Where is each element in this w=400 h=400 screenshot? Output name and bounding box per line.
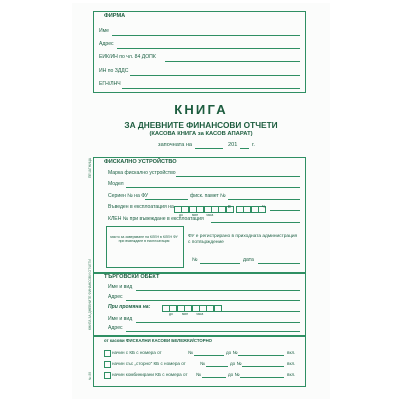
receipt-row-from-line[interactable]: [194, 355, 224, 356]
firm-name-line[interactable]: [112, 35, 300, 36]
receipt-row-no: №: [188, 350, 193, 355]
device-model-label: Модел: [108, 181, 124, 187]
receipt-row-incl: вкл.: [287, 361, 296, 366]
commercial-address-label: Адрес: [108, 294, 123, 300]
receipt-row-checkbox[interactable]: [104, 350, 111, 357]
receipt-row-text: начин с КБ с номера от: [112, 350, 162, 355]
reg-date-line[interactable]: [258, 263, 300, 264]
change-tick-min: мин: [182, 312, 189, 316]
firm-egn-label: ЕГН/ЛНЧ: [99, 81, 121, 87]
receipt-row-no: №: [200, 361, 205, 366]
reg-number-label: №: [192, 257, 198, 263]
receipt-row-from-line[interactable]: [202, 377, 226, 378]
device-model-line[interactable]: [126, 187, 300, 188]
firm-eik-label: ЕИК/ИН по чл. 84 ДОПК: [99, 54, 156, 60]
change-tick-to: до: [169, 312, 173, 316]
started-year-suffix: г.: [252, 142, 255, 148]
commercial-name-label: Име и вид: [108, 284, 133, 290]
receipt-row-text: начин със „сторно" КБ с номера от: [112, 361, 186, 366]
fiscal-memory-label: фиск. памет №: [190, 193, 226, 199]
firm-title: ФИРМА: [104, 13, 126, 19]
form-number-side-text: № 89: [88, 371, 92, 380]
tick-to: до: [179, 213, 183, 217]
receipt-row-to: до №: [226, 350, 238, 355]
book-side-text: КНИГА ЗА ДНЕВНИТЕ ФИНАНСОВИ ОТЧЕТИ: [88, 259, 92, 330]
commercial-name-line-2[interactable]: [136, 322, 300, 323]
device-brand-line[interactable]: [176, 176, 300, 177]
started-year-line[interactable]: [240, 148, 249, 149]
device-serial-label: Сериен № на ФУ: [108, 193, 149, 199]
firm-name-label: Име: [99, 28, 109, 34]
in-operation-label: Въведен в експлоатация на: [108, 204, 174, 210]
device-serial-line[interactable]: [145, 199, 188, 200]
commercial-address-line[interactable]: [126, 300, 300, 301]
book-subtitle: ЗА ДНЕВНИТЕ ФИНАНСОВИ ОТЧЕТИ: [124, 120, 278, 130]
operation-date-boxes[interactable]: [174, 206, 233, 213]
at-label: в: [228, 204, 231, 210]
started-label: започната на: [158, 142, 193, 148]
receipt-row-incl: вкл.: [287, 350, 296, 355]
firm-section: [93, 11, 306, 93]
reg-number-line[interactable]: [200, 263, 240, 264]
tick-time: часа: [206, 213, 214, 217]
change-label: При промяна на:: [108, 304, 151, 310]
firm-address-label: Адрес: [99, 41, 114, 47]
commercial-name-label-2: Име и вид: [108, 316, 133, 322]
book-title: КНИГА: [174, 102, 228, 117]
firm-egn-line[interactable]: [122, 88, 300, 89]
change-extra-line[interactable]: [214, 311, 300, 312]
registered-label: ФУ е регистрирано в приходната администрация с потвърждение: [188, 234, 298, 245]
operation-extra-line[interactable]: [270, 210, 300, 211]
started-year-prefix: 201: [228, 142, 238, 148]
receipt-row-no: №: [196, 372, 201, 377]
commercial-address-label-2: Адрес: [108, 325, 123, 331]
change-tick-time: часа: [196, 312, 204, 316]
receipt-row-to: до №: [230, 361, 242, 366]
firm-eik-line[interactable]: [165, 61, 300, 62]
receipt-row-incl: вкл.: [287, 372, 296, 377]
fiscal-device-title: ФИСКАЛНО УСТРОЙСТВО: [104, 159, 177, 165]
commercial-title: ТЪРГОВСКИ ОБЕКТ: [104, 274, 160, 280]
receipt-row-checkbox[interactable]: [104, 361, 111, 368]
device-brand-label: Марка фискално устройство: [108, 170, 176, 176]
reg-date-label: дата: [243, 257, 254, 263]
fiscal-memory-line[interactable]: [228, 199, 300, 200]
receipt-row-to-line[interactable]: [242, 366, 284, 367]
receipt-row-text: начин комбинирани КБ с номера от: [112, 372, 188, 377]
klen-stamp-box: [106, 226, 184, 268]
receipt-row-to: до №: [228, 372, 240, 377]
firm-address-line[interactable]: [117, 48, 300, 49]
printer-side-text: ПЕЧАТНИЦА: [88, 157, 92, 178]
firm-vat-line[interactable]: [130, 75, 300, 76]
receipt-row-checkbox[interactable]: [104, 372, 111, 379]
commercial-address-line-2[interactable]: [126, 331, 300, 332]
klen-stamp-text: място за заверяване на КЛЕН в КЛЕН ФУ при въвеждане в експлоатация: [110, 235, 178, 244]
change-date-boxes[interactable]: [162, 305, 221, 312]
receipt-row-to-line[interactable]: [240, 377, 284, 378]
klen-label: КЛЕН № при въвеждане в експлоатация: [108, 216, 204, 222]
hours-label: ч.: [262, 204, 267, 210]
started-date-line[interactable]: [195, 148, 223, 149]
book-subtitle-2: (КАСОВА КНИГА за КАСОВ АПАРАТ): [149, 131, 253, 137]
receipt-row-from-line[interactable]: [206, 366, 228, 367]
receipt-row-to-line[interactable]: [238, 355, 284, 356]
tick-min: мин: [192, 213, 199, 217]
receipts-header: от касови ФИСКАЛНИ КАСОВИ БЕЛЕЖКИ/СТОРНО: [104, 338, 213, 343]
firm-vat-label: ИН по ЗДДС: [99, 68, 129, 74]
commercial-name-line[interactable]: [136, 290, 300, 291]
klen-line[interactable]: [211, 222, 300, 223]
